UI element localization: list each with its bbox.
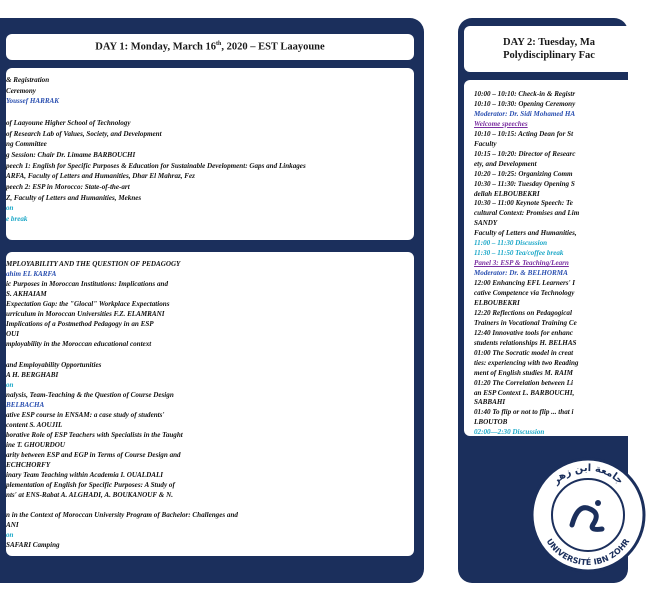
program-line: 12:20 Reflections on Pedagogical	[474, 308, 572, 317]
program-line: 01:40 To flip or not to flip ... that i	[474, 408, 574, 417]
program-line: peech 1: English for Specific Purposes & Education for Sustainable Development: Gaps and Linkages	[6, 161, 306, 170]
program-line: SAFARI Camping	[6, 541, 60, 550]
program-line: Panel 3: ESP & Teaching/Learn	[474, 259, 569, 268]
program-line: Faculty	[474, 139, 497, 148]
program-line: urriculum in Moroccan Universities F.Z. ELAMRANI	[6, 310, 165, 319]
program-line: of Research Lab of Values, Society, and Development	[6, 129, 162, 138]
program-line: an ESP Context L. BARBOUCHI,	[474, 388, 575, 397]
program-line: Z, Faculty of Letters and Humanities, Meknes	[6, 193, 142, 202]
program-line: Welcome speeches	[474, 119, 528, 128]
university-seal-icon	[528, 455, 648, 575]
program-line: MPLOYABILITY AND THE QUESTION OF PEDAGOGY	[6, 260, 181, 268]
program-line: nalysis, Team-Teaching & the Question of Course Design	[6, 390, 174, 399]
program-line: 02:00—2:30 Discussion	[474, 428, 545, 437]
program-line: Moderator: Dr. Sidi Mohamed HA	[474, 109, 576, 118]
program-line: Expectation Gap: the "Glocal" Workplace Expectations	[6, 300, 170, 309]
program-line: peech 2: ESP in Morocco: State-of-the-art	[6, 183, 130, 191]
program-line: Faculty of Letters and Humanities,	[474, 229, 577, 238]
program-line: on	[6, 204, 14, 213]
logo-latin-text: UNIVERSITÉ IBN ZOHR	[544, 537, 632, 568]
program-line: 10:20 – 10:25: Organizing Comm	[474, 169, 573, 178]
program-line: 12:40 Innovative tools for enhanc	[474, 328, 573, 337]
day2-title-line1: DAY 2: Tuesday, Ma	[503, 37, 595, 48]
program-line: 10:10 – 10:15: Acting Dean for St	[474, 129, 574, 138]
program-line: 10:10 – 10:30: Opening Ceremony	[474, 99, 576, 108]
program-line: BELBACHA	[6, 400, 45, 409]
program-line: on	[6, 531, 14, 540]
program-line: & Registration	[6, 76, 50, 84]
program-line: cative Competence via Technology	[474, 289, 575, 297]
day1-panel	[0, 18, 424, 583]
program-line: students relationships H. BELHAS	[474, 338, 577, 347]
program-line: S. AKHAIAM	[6, 290, 47, 299]
program-line: Trainers in Vocational Training Ce	[474, 318, 577, 327]
program-line: 11:30 – 11:50 Tea/coffee break	[474, 249, 564, 258]
program-line: ative ESP course in ENSAM: a case study of students'	[6, 410, 165, 419]
program-line: of Laayoune Higher School of Technology	[6, 118, 131, 127]
program-line: e break	[6, 215, 28, 224]
program-line: 01:00 The Socratic model in creat	[474, 348, 574, 357]
program-line: g Session: Chair Dr. Limame BARBOUCHI	[6, 150, 136, 159]
program-line: 01:20 The Correlation between Li	[474, 378, 573, 387]
program-line: nts' at ENS-Rabat A. ALGHADI, A. BOUKANOUF & N.	[6, 491, 173, 500]
program-line: Implications of a Postmethod Pedagogy in an ESP	[6, 320, 154, 329]
program-line: Moderator: Dr. & BELHORMA	[474, 269, 568, 278]
program-line: ARFA, Faculty of Letters and Humanities, Dhar El Mahraz, Fez	[6, 172, 195, 181]
program-line: ic Purposes in Moroccan Institutions: Implications and	[6, 280, 169, 289]
day1-title: DAY 1: Monday, March 16th, 2020 – EST Laayoune	[6, 34, 414, 60]
program-line: and Employability Opportunities	[6, 360, 102, 369]
program-line: ELBOUBEKRI	[474, 298, 520, 307]
logo-arabic-text: جامعة ابن زهر	[550, 462, 626, 487]
program-line: ine T. GHOURDOU	[6, 440, 66, 449]
program-line: SANDY	[474, 219, 498, 228]
program-line: Ceremony	[6, 86, 36, 95]
day2-title	[464, 26, 634, 72]
day2-title-line2: Polydisciplinary Fac	[503, 50, 595, 61]
program-line: mployability in the Moroccan educational context	[6, 340, 152, 349]
program-line: SABBAHI	[474, 398, 506, 407]
program-line: dellah ELBOUBEKRI	[474, 189, 540, 198]
program-line: arity between ESP and EGP in Terms of Course Design and	[6, 450, 181, 459]
program-line: 10:30 – 11:30: Tuesday Opening S	[474, 179, 575, 188]
program-line: ment of English studies M. RAIM	[474, 368, 573, 377]
program-line: content S. AOUJIL	[6, 420, 63, 429]
program-line: ANI	[6, 521, 19, 530]
day2-program-box	[464, 80, 634, 436]
program-line: Youssef HARRAK	[6, 97, 60, 106]
day1-morning-box	[6, 68, 414, 240]
program-line: ahim EL KARFA	[6, 270, 57, 279]
program-line: 11:00 – 11:30 Discussion	[474, 239, 548, 248]
program-line: ety, and Development	[474, 159, 537, 168]
program-line: 12:00 Enhancing EFL Learners' I	[474, 279, 576, 288]
program-line: borative Role of ESP Teachers with Specialists in the Taught	[6, 430, 183, 439]
program-line: cultural Context: Promises and Lim	[474, 209, 580, 218]
program-line: OUI	[6, 330, 20, 339]
day1-panel-box	[6, 252, 414, 556]
program-line: 10:30 – 11:00 Keynote Speech: Te	[474, 199, 573, 208]
program-line: A H. BERGHABI	[6, 370, 59, 379]
program-line: on	[6, 380, 14, 389]
program-line: ng Committee	[6, 140, 47, 149]
program-line: 10:00 – 10:10: Check-in & Registr	[474, 90, 576, 98]
program-line: ties: experiencing with two Reading	[474, 358, 579, 367]
program-line: n in the Context of Moroccan University Program of Bachelor: Challenges and	[6, 511, 238, 520]
program-line: 10:15 – 10:20: Director of Researc	[474, 149, 576, 158]
program-line: inary Team Teaching within Academia I. OUALDALI	[6, 471, 164, 480]
program-line: plementation of English for Specific Purposes: A Study of	[6, 481, 175, 490]
program-line: LBOUTOB	[474, 418, 508, 427]
program-line: ECHCHORFY	[6, 461, 51, 469]
